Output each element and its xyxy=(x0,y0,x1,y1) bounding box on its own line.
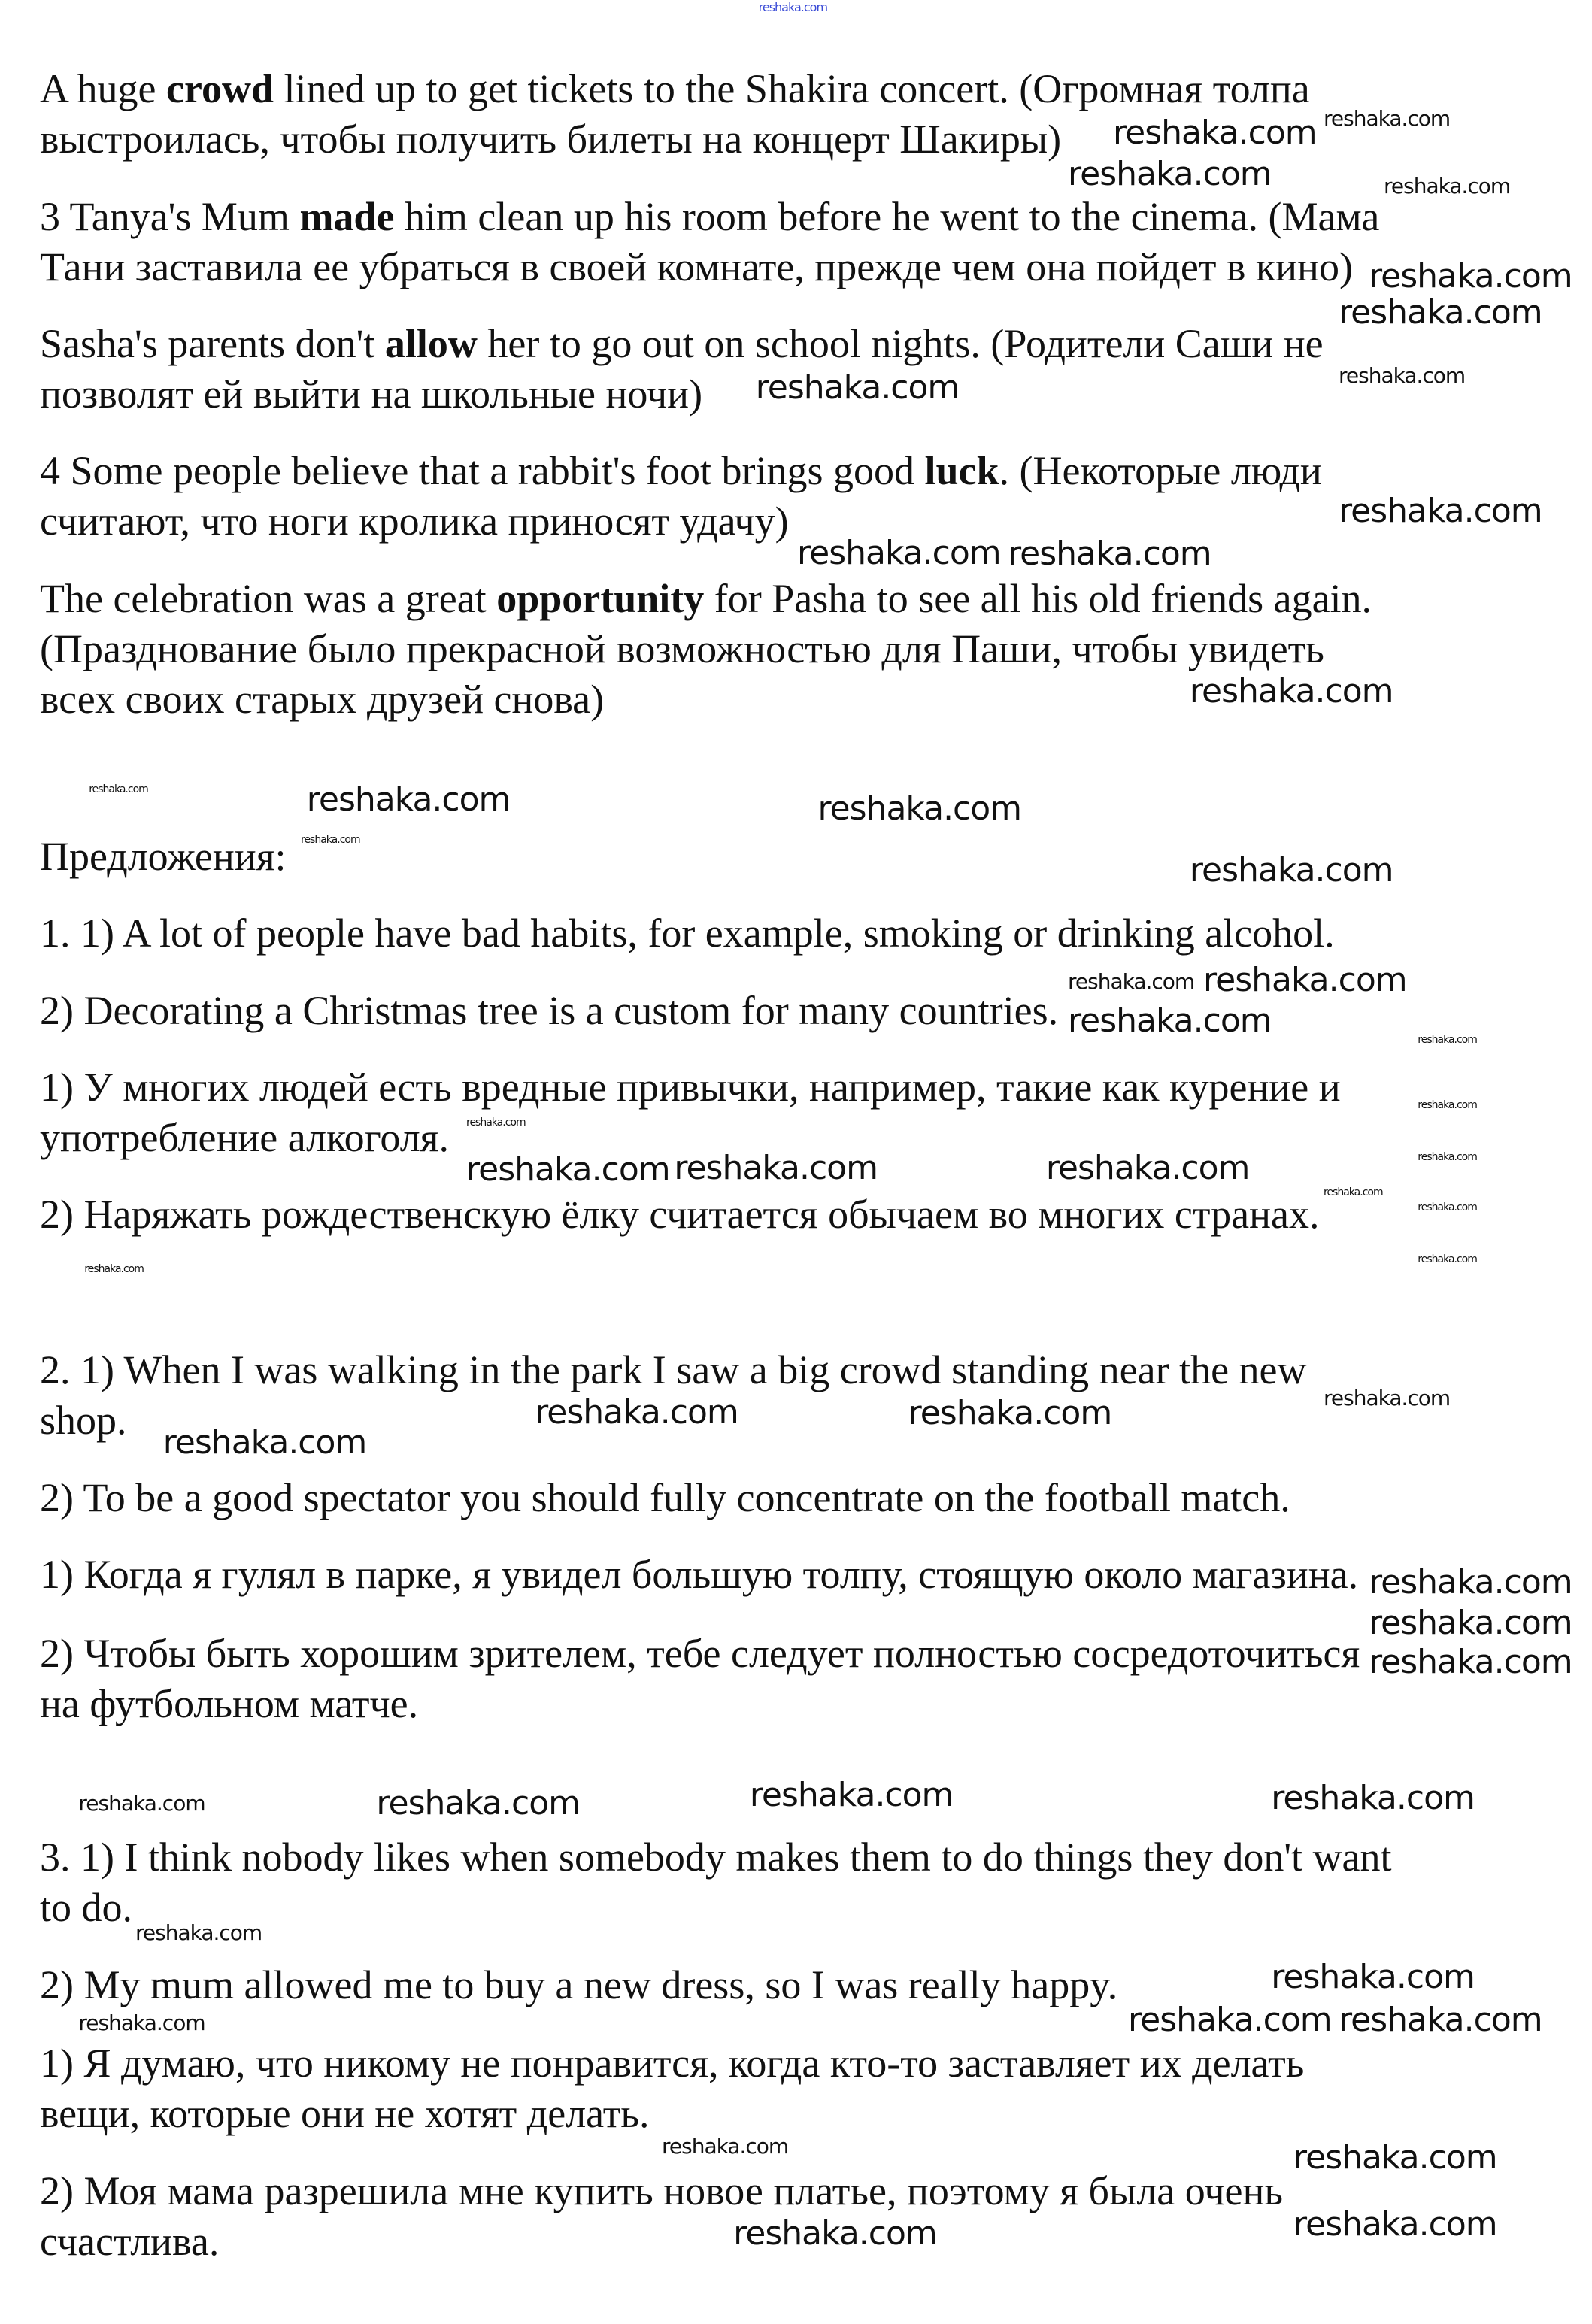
text-segment: всех своих старых друзей снова) xyxy=(40,676,605,722)
text-line xyxy=(40,66,1310,112)
text-segment: 2) Наряжать рождественскую ёлку считается обычаем во многих странах. xyxy=(40,1192,1320,1238)
watermark: reshaka.com xyxy=(1271,1778,1475,1817)
text-segment: 3. 1) I think nobody likes when somebody makes them to do things they don't want xyxy=(40,1835,1392,1880)
watermark: reshaka.com xyxy=(1293,2138,1497,2177)
watermark: reshaka.com xyxy=(301,833,360,846)
text-line xyxy=(40,2168,1283,2213)
watermark: reshaka.com xyxy=(89,783,148,795)
text-segment: 2) My mum allowed me to buy a new dress, so I was really happy. xyxy=(40,1962,1118,2007)
text-line xyxy=(40,1192,1320,1238)
watermark: reshaka.com xyxy=(1369,256,1572,295)
watermark: reshaka.com xyxy=(817,789,1022,828)
text-segment: shop. xyxy=(40,1398,127,1444)
text-segment: 2) To be a good spectator you should fully concentrate on the football match. xyxy=(40,1474,1290,1520)
text-segment: Sasha's parents don't xyxy=(40,321,385,367)
text-line xyxy=(40,626,1324,671)
text-segment: считают, что ноги кролика приносят удачу) xyxy=(40,498,789,544)
text-segment: (Празднование было прекрасной возможностью для Паши, чтобы увидеть xyxy=(40,626,1324,671)
watermark: reshaka.com xyxy=(1293,2204,1497,2244)
text-segment: 2) Чтобы быть хорошим зрителем, тебе следует полностью сосредоточиться xyxy=(40,1630,1360,1676)
watermark: reshaka.com xyxy=(535,1393,738,1432)
bold-keyword: made xyxy=(299,193,395,239)
watermark: reshaka.com xyxy=(135,1919,262,1945)
text-segment: позволят ей выйти на школьные ночи) xyxy=(40,371,703,417)
bold-keyword: crowd xyxy=(166,66,274,112)
watermark: reshaka.com xyxy=(733,2213,937,2253)
watermark: reshaka.com xyxy=(1203,961,1407,1000)
watermark: reshaka.com xyxy=(1369,1643,1572,1682)
text-line xyxy=(40,2218,220,2264)
text-segment: to do. xyxy=(40,1885,133,1931)
text-segment: 2) Моя мама разрешила мне купить новое платье, поэтому я была очень xyxy=(40,2168,1283,2213)
watermark: reshaka.com xyxy=(1068,1001,1272,1040)
watermark: reshaka.com xyxy=(1418,1201,1477,1214)
watermark: reshaka.com xyxy=(797,534,1001,573)
watermark: reshaka.com xyxy=(466,1117,526,1129)
text-line xyxy=(40,448,1322,494)
watermark: reshaka.com xyxy=(662,2133,789,2159)
watermark: reshaka.com xyxy=(1045,1149,1250,1188)
text-segment: на футбольном матче. xyxy=(40,1680,419,1726)
text-segment: 2) Decorating a Christmas tree is a custom for many countries. xyxy=(40,987,1059,1033)
text-line xyxy=(40,1630,1360,1676)
watermark: reshaka.com xyxy=(1324,105,1451,131)
watermark: reshaka.com xyxy=(1369,1604,1572,1643)
watermark: reshaka.com xyxy=(1339,2001,1542,2040)
watermark: reshaka.com xyxy=(1418,1098,1477,1111)
text-line xyxy=(40,1114,449,1160)
text-segment: вещи, которые они не хотят делать. xyxy=(40,2091,650,2137)
text-segment: her to go out on school nights. (Родители Саши не xyxy=(477,321,1324,367)
watermark: reshaka.com xyxy=(78,2010,205,2036)
watermark: reshaka.com xyxy=(674,1149,878,1188)
text-segment: 1. 1) A lot of people have bad habits, for example, smoking or drinking alcohol. xyxy=(40,911,1335,956)
text-line xyxy=(40,833,287,879)
watermark: reshaka.com xyxy=(78,1791,205,1816)
text-line xyxy=(40,1680,419,1726)
watermark: reshaka.com xyxy=(1339,363,1466,389)
text-segment: 4 Some people believe that a rabbit's foot brings good xyxy=(40,448,925,494)
watermark: reshaka.com xyxy=(466,1150,670,1189)
text-segment: Предложения: xyxy=(40,833,287,879)
text-line xyxy=(40,117,1062,162)
header-watermark-link[interactable]: reshaka.com xyxy=(758,0,828,14)
text-line xyxy=(40,1474,1290,1520)
watermark: reshaka.com xyxy=(1113,114,1317,153)
watermark: reshaka.com xyxy=(1189,851,1393,890)
text-segment: him clean up his room before he went to the cinema. (Мама xyxy=(394,193,1380,239)
text-segment: 1) У многих людей есть вредные привычки, например, такие как курение и xyxy=(40,1064,1341,1110)
bold-keyword: opportunity xyxy=(496,575,705,621)
text-line xyxy=(40,1398,127,1444)
watermark: reshaka.com xyxy=(84,1263,144,1276)
text-segment: 1) Когда я гулял в парке, я увидел большую толпу, стоящую около магазина. xyxy=(40,1552,1359,1598)
watermark: reshaka.com xyxy=(1418,1150,1477,1163)
text-line xyxy=(40,2091,650,2137)
watermark: reshaka.com xyxy=(162,1423,367,1462)
text-segment: употребление алкоголя. xyxy=(40,1114,449,1160)
watermark: reshaka.com xyxy=(1339,491,1542,530)
text-line xyxy=(40,911,1335,956)
text-segment: 2. 1) When I was walking in the park I saw a big crowd standing near the new xyxy=(40,1347,1307,1393)
watermark: reshaka.com xyxy=(1369,1563,1572,1602)
text-line xyxy=(40,1552,1359,1598)
text-line xyxy=(40,498,789,544)
text-segment: выстроилась, чтобы получить билеты на концерт Шакиры) xyxy=(40,117,1062,162)
watermark: reshaka.com xyxy=(376,1784,580,1823)
watermark: reshaka.com xyxy=(749,1775,954,1814)
watermark: reshaka.com xyxy=(908,1393,1112,1432)
watermark: reshaka.com xyxy=(1008,534,1211,573)
watermark: reshaka.com xyxy=(1068,155,1272,194)
watermark: reshaka.com xyxy=(1418,1253,1477,1265)
watermark: reshaka.com xyxy=(1384,174,1511,199)
watermark: reshaka.com xyxy=(1418,1033,1477,1046)
text-line xyxy=(40,575,1372,621)
text-line xyxy=(40,1962,1118,2007)
bold-keyword: allow xyxy=(384,321,478,367)
text-segment: The celebration was a great xyxy=(40,575,497,621)
text-line xyxy=(40,1835,1392,1880)
text-segment: A huge xyxy=(40,66,166,112)
text-line xyxy=(40,987,1059,1033)
watermark: reshaka.com xyxy=(1128,2001,1332,2040)
text-line xyxy=(40,321,1324,367)
watermark: reshaka.com xyxy=(1324,1186,1383,1198)
text-line xyxy=(40,193,1380,239)
watermark: reshaka.com xyxy=(306,780,511,819)
watermark: reshaka.com xyxy=(755,368,960,408)
watermark: reshaka.com xyxy=(1339,292,1542,332)
text-line xyxy=(40,244,1353,289)
text-line xyxy=(40,371,703,417)
text-segment: lined up to get tickets to the Shakira concert. (Огромная толпа xyxy=(274,66,1310,112)
watermark: reshaka.com xyxy=(1271,1957,1475,1996)
watermark: reshaka.com xyxy=(1068,969,1195,995)
text-line xyxy=(40,2041,1305,2086)
watermark: reshaka.com xyxy=(1324,1385,1451,1410)
text-segment: . (Некоторые люди xyxy=(999,448,1322,494)
text-line xyxy=(40,1064,1341,1110)
bold-keyword: luck xyxy=(924,448,999,494)
text-segment: счастлива. xyxy=(40,2218,220,2264)
text-line xyxy=(40,676,605,722)
text-line xyxy=(40,1885,133,1931)
text-segment: Тани заставила ее убраться в своей комнате, прежде чем она пойдет в кино) xyxy=(40,244,1353,289)
text-segment: 1) Я думаю, что никому не понравится, когда кто-то заставляет их делать xyxy=(40,2041,1305,2086)
text-line xyxy=(40,1347,1307,1393)
text-segment: for Pasha to see all his old friends again. xyxy=(704,575,1372,621)
watermark: reshaka.com xyxy=(1189,671,1393,711)
text-segment: 3 Tanya's Mum xyxy=(40,193,300,239)
